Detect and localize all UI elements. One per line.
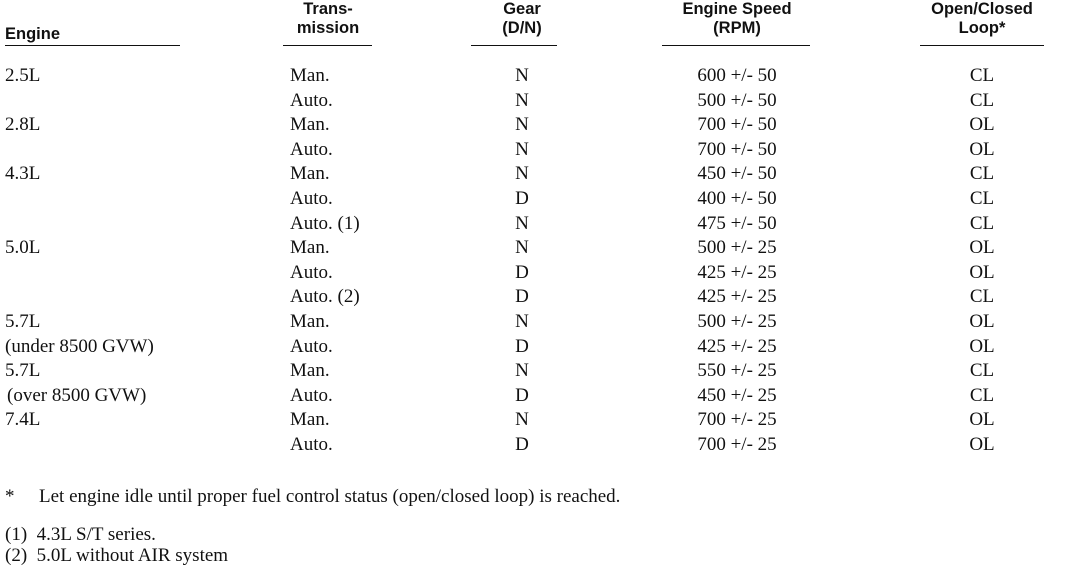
cell-engine-speed: 500 +/- 25 (697, 237, 777, 259)
table-row (0, 433, 1072, 458)
cell-loop: OL (969, 310, 995, 332)
cell-loop: OL (969, 335, 995, 357)
cell-transmission: Auto. (290, 89, 333, 111)
cell-transmission: Man. (290, 237, 330, 259)
footnote-1-text: 4.3L S/T series. (36, 524, 156, 545)
cell-engine-speed: 450 +/- 25 (697, 384, 777, 406)
cell-gear: N (515, 360, 529, 382)
cell-engine-speed: 700 +/- 25 (697, 433, 777, 455)
cell-transmission: Auto. (2) (290, 286, 360, 308)
cell-gear: N (515, 310, 529, 332)
cell-loop: CL (969, 163, 995, 185)
cell-transmission: Man. (290, 114, 330, 136)
header-engine-speed-line2: (RPM) (713, 19, 761, 37)
cell-engine-speed: 700 +/- 50 (697, 114, 777, 136)
cell-engine-speed: 500 +/- 25 (697, 310, 777, 332)
table-row (0, 408, 1072, 433)
header-gear-line2: (D/N) (502, 19, 542, 37)
cell-gear: D (515, 384, 529, 406)
header-engine (5, 25, 60, 44)
cell-gear: D (515, 335, 529, 357)
header-loop-line1: Open/Closed (931, 0, 1033, 18)
cell-gear: D (515, 261, 529, 283)
footnote-1 (5, 524, 156, 546)
cell-engine-speed: 700 +/- 25 (697, 409, 777, 431)
header-engine-speed-line1: Engine Speed (682, 0, 792, 18)
cell-gear: D (515, 187, 529, 209)
footnote-2-text: 5.0L without AIR system (36, 545, 229, 566)
header-engine-speed (662, 0, 812, 38)
cell-gear: N (515, 163, 529, 185)
cell-transmission: Auto. (1) (290, 212, 360, 234)
footnote-2 (5, 545, 228, 567)
header-transmission (285, 0, 371, 38)
cell-loop: OL (969, 261, 995, 283)
cell-transmission: Man. (290, 65, 330, 86)
header-loop (920, 0, 1044, 38)
cell-engine-speed: 400 +/- 50 (697, 187, 777, 209)
cell-loop: CL (969, 212, 995, 234)
cell-gear: N (515, 114, 529, 136)
cell-loop: OL (969, 114, 995, 136)
cell-engine-speed: 425 +/- 25 (697, 335, 777, 357)
header-engine-label: Engine (5, 25, 61, 43)
cell-engine-speed: 425 +/- 25 (697, 286, 777, 308)
header-gear-underline (471, 45, 557, 46)
table-row (0, 236, 1072, 261)
cell-loop: CL (969, 65, 995, 86)
cell-gear: N (515, 237, 529, 259)
cell-transmission: Auto. (290, 261, 333, 283)
cell-transmission: Auto. (290, 335, 333, 357)
footnote-1-mark: (1) (5, 524, 28, 545)
cell-transmission: Man. (290, 360, 330, 382)
header-loop-underline (920, 45, 1044, 46)
cell-transmission: Man. (290, 409, 330, 431)
table-row (0, 89, 1072, 114)
cell-engine-speed: 700 +/- 50 (697, 138, 777, 160)
cell-loop: CL (969, 89, 995, 111)
header-transmission-line2: mission (296, 19, 360, 37)
table-row (0, 310, 1072, 335)
cell-engine: (over 8500 GVW) (7, 384, 147, 406)
cell-engine-speed: 500 +/- 50 (697, 89, 777, 111)
cell-transmission: Auto. (290, 433, 333, 455)
asterisk-note-mark: * (5, 486, 15, 507)
cell-loop: CL (969, 187, 995, 209)
cell-transmission: Auto. (290, 384, 333, 406)
header-engine-underline (5, 45, 180, 46)
cell-gear: N (515, 65, 529, 86)
header-transmission-underline (283, 45, 372, 46)
cell-loop: CL (969, 286, 995, 308)
header-engine-speed-underline (662, 45, 810, 46)
cell-transmission: Auto. (290, 138, 333, 160)
footnote-2-mark: (2) (5, 545, 28, 566)
table-row (0, 187, 1072, 212)
cell-loop: OL (969, 433, 995, 455)
cell-gear: N (515, 138, 529, 160)
table-row (0, 113, 1072, 138)
cell-loop: OL (969, 138, 995, 160)
table-row (0, 162, 1072, 187)
header-gear (471, 0, 573, 38)
table-row (0, 285, 1072, 310)
cell-engine-speed: 550 +/- 25 (697, 360, 777, 382)
cell-gear: D (515, 433, 529, 455)
cell-gear: N (515, 89, 529, 111)
cell-loop: OL (969, 409, 995, 431)
table-row (0, 212, 1072, 237)
cell-transmission: Man. (290, 310, 330, 332)
table-row (0, 384, 1072, 409)
cell-engine-speed: 425 +/- 25 (697, 261, 777, 283)
cell-engine: 5.7L (5, 310, 41, 332)
cell-engine: 2.5L (5, 65, 41, 86)
table-row (0, 261, 1072, 286)
header-transmission-line1: Trans- (303, 0, 353, 18)
cell-engine: 5.0L (5, 237, 41, 259)
cell-engine-speed: 600 +/- 50 (697, 65, 777, 86)
header-loop-line2: Loop* (958, 19, 1006, 37)
cell-transmission: Auto. (290, 187, 333, 209)
asterisk-note-text: Let engine idle until proper fuel control status (open/closed loop) is reached. (39, 486, 621, 507)
cell-loop: CL (969, 384, 995, 406)
cell-engine: 5.7L (5, 360, 41, 382)
cell-engine-speed: 450 +/- 50 (697, 163, 777, 185)
cell-engine: 4.3L (5, 163, 41, 185)
table-row (0, 335, 1072, 360)
cell-engine: (under 8500 GVW) (5, 335, 154, 357)
cell-engine: 7.4L (5, 409, 41, 431)
cell-loop: CL (969, 360, 995, 382)
table-row (0, 64, 1072, 89)
cell-gear: N (515, 212, 529, 234)
idle-speed-table (0, 64, 1072, 458)
cell-engine: 2.8L (5, 114, 41, 136)
cell-loop: OL (969, 237, 995, 259)
asterisk-note (5, 486, 620, 508)
cell-gear: D (515, 286, 529, 308)
table-row (0, 138, 1072, 163)
header-gear-line1: Gear (503, 0, 541, 18)
cell-transmission: Man. (290, 163, 330, 185)
cell-engine-speed: 475 +/- 50 (697, 212, 777, 234)
cell-gear: N (515, 409, 529, 431)
table-row (0, 359, 1072, 384)
